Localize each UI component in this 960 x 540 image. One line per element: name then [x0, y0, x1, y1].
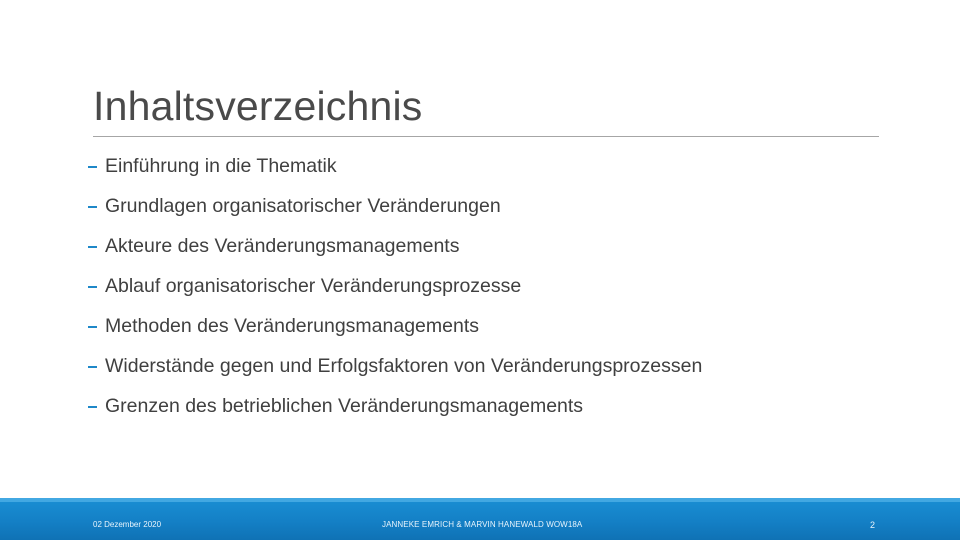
- footer-bar-highlight: [0, 498, 960, 502]
- agenda-item-text: Akteure des Veränderungsmanagements: [105, 234, 460, 257]
- slide-title: Inhaltsverzeichnis: [93, 83, 423, 129]
- page-number: 2: [870, 520, 876, 530]
- agenda-item: [88, 386, 702, 426]
- dash-bullet-icon: [88, 406, 97, 408]
- agenda-item: [88, 266, 702, 306]
- footer-date: 02 Dezember 2020: [93, 520, 162, 529]
- agenda-item: [88, 306, 702, 346]
- agenda-item-text: Grundlagen organisatorischer Veränderungen: [105, 194, 501, 217]
- dash-bullet-icon: [88, 166, 97, 168]
- agenda-item-text: Einführung in die Thematik: [105, 154, 337, 177]
- agenda-item: [88, 226, 702, 266]
- agenda-list: [88, 146, 702, 426]
- agenda-item-text: Widerstände gegen und Erfolgsfaktoren von Veränderungsprozessen: [105, 354, 703, 377]
- footer-authors: JANNEKE EMRICH & MARVIN HANEWALD WOW18A: [382, 520, 583, 529]
- dash-bullet-icon: [88, 286, 97, 288]
- dash-bullet-icon: [88, 326, 97, 328]
- agenda-item-text: Grenzen des betrieblichen Veränderungsmanagements: [105, 394, 584, 417]
- dash-bullet-icon: [88, 246, 97, 248]
- dash-bullet-icon: [88, 206, 97, 208]
- agenda-item: [88, 186, 702, 226]
- agenda-item-text: Methoden des Veränderungsmanagements: [105, 314, 480, 337]
- agenda-item: [88, 146, 702, 186]
- agenda-item-text: Ablauf organisatorischer Veränderungsprozesse: [105, 274, 522, 297]
- agenda-item: [88, 346, 702, 386]
- footer-bar: [0, 498, 960, 540]
- dash-bullet-icon: [88, 366, 97, 368]
- title-divider: [93, 136, 879, 137]
